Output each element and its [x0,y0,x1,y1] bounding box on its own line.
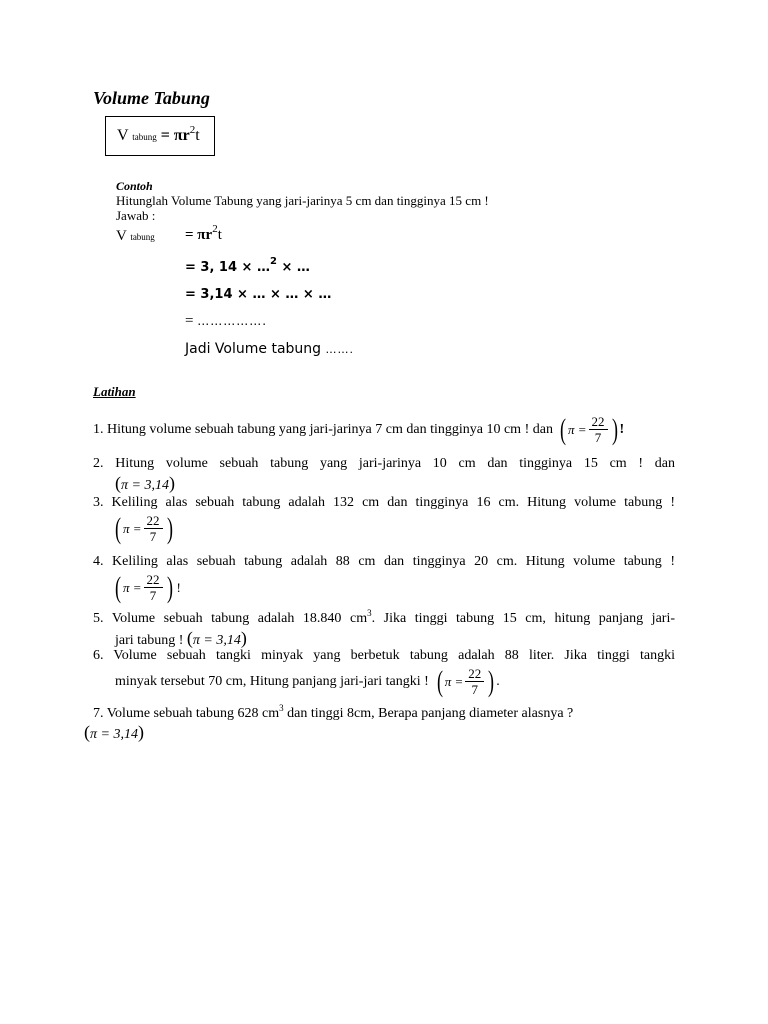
frac-num: 22 [144,572,163,588]
formula-v: V [117,127,129,144]
pi-val: π = 3,14 [90,727,138,742]
fraction [589,414,608,445]
conclusion-dots: ……. [325,343,354,356]
step4-eq: = [185,313,194,329]
pi-val: π = 3,14 [192,633,241,648]
q7-pi: (π = 3,14) [84,722,144,742]
pi-eq: π = [567,421,587,437]
q6-end: . [496,673,500,689]
formula-exp: 2 [189,124,196,136]
fraction [144,572,163,603]
question-6: 6. Volume sebuah tangki minyak yang berbetuk tabung adalah 88 liter. Jika tinggi tangki [93,648,675,663]
contoh-step2 [185,256,310,275]
q5-c: jari tabung ! [115,633,184,648]
step2-tail: × … [276,260,310,275]
pi-val: π = 3,14 [121,478,169,493]
frac-num: 22 [144,513,163,529]
q1-text: 1. Hitung volume sebuah tabung yang jari-jarinya 7 cm dan tingginya 10 cm ! dan [93,421,553,437]
formula-sub: tabung [132,132,157,142]
contoh-conclusion [185,341,354,357]
question-2: 2. Hitung volume sebuah tabung yang jari-jarinya 10 cm dan tingginya 15 cm ! dan [93,456,675,471]
q2-pi: (π = 3,14) [115,473,175,493]
contoh-jawab: Jawab : [116,208,156,223]
contoh-step1 [185,223,222,244]
q6-pi: ( π = $\frac{22}{7}$ ) [436,664,495,698]
step1-exp: 2 [212,223,218,235]
frac-num: 22 [589,414,608,430]
latihan-label: Latihan [93,384,136,399]
q4-end: ! [176,579,181,595]
q5-exp: 3 [367,608,372,618]
q1-pi: ( π = $\frac{22}{7}$ ) [559,412,618,446]
question-3: 3. Keliling alas sebuah tabung adalah 132 cm dan tingginya 16 cm. Hitung volume tabung ! [93,495,675,510]
question-7 [93,703,574,722]
contoh-v: V [116,228,127,244]
q7-a: 7. Volume sebuah tabung 628 cm [93,706,280,721]
frac-den: 7 [471,682,479,697]
q1-end: ! [619,421,625,437]
step2-exp: 2 [269,256,277,267]
q3-pi: ( π = $\frac{22}{7}$ ) [115,511,173,545]
contoh-step3: = 3,14 × … × … × … [185,287,332,302]
pi-eq: π = [444,673,464,689]
page-title: Volume Tabung [93,88,210,108]
frac-num: 22 [465,666,484,682]
question-5-cont [115,628,247,649]
contoh-label: Contoh [116,179,153,193]
q7-b: dan tinggi 8cm, Berapa panjang diameter alasnya ? [283,706,574,721]
fraction [465,666,484,697]
formula-eq: = πr [160,127,190,144]
step1-eq: = πr [185,227,213,243]
frac-den: 7 [149,529,157,544]
pi-eq: π = [123,579,142,595]
step2-main: = 3, 14 × … [185,260,270,275]
pi-eq: π = [123,520,142,536]
fraction [144,513,163,544]
question-4: 4. Keliling alas sebuah tabung adalah 88 cm dan tingginya 20 cm. Hitung volume tabung ! [93,554,675,569]
q5-a: 5. Volume sebuah tabung adalah 18.840 cm [93,611,368,626]
question-1 [93,414,683,445]
step4-dots: ……………. [197,314,268,328]
q5-b: . Jika tinggi tabung 15 cm, hitung panjang jari- [371,611,675,626]
contoh-step4 [185,313,267,330]
question-5 [93,608,675,627]
q7-exp: 3 [279,703,284,713]
frac-den: 7 [594,430,602,445]
contoh-v-label [116,228,155,245]
q4-pi: ( π = $\frac{22}{7}$ ) ! [115,570,181,604]
conclusion-text: Jadi Volume tabung [185,341,322,357]
contoh-sub: tabung [130,232,155,242]
contoh-question: Hitunglah Volume Tabung yang jari-jarinya 5 cm dan tingginya 15 cm ! [116,193,489,208]
step1-t: t [217,227,222,243]
question-6-cont [115,666,500,697]
q6-b: minyak tersebut 70 cm, Hitung panjang jari-jari tangki ! [115,673,429,689]
formula-t: t [195,127,200,144]
formula-box [105,116,215,156]
frac-den: 7 [149,588,157,603]
q5-pi: (π = 3,14) [186,628,247,648]
